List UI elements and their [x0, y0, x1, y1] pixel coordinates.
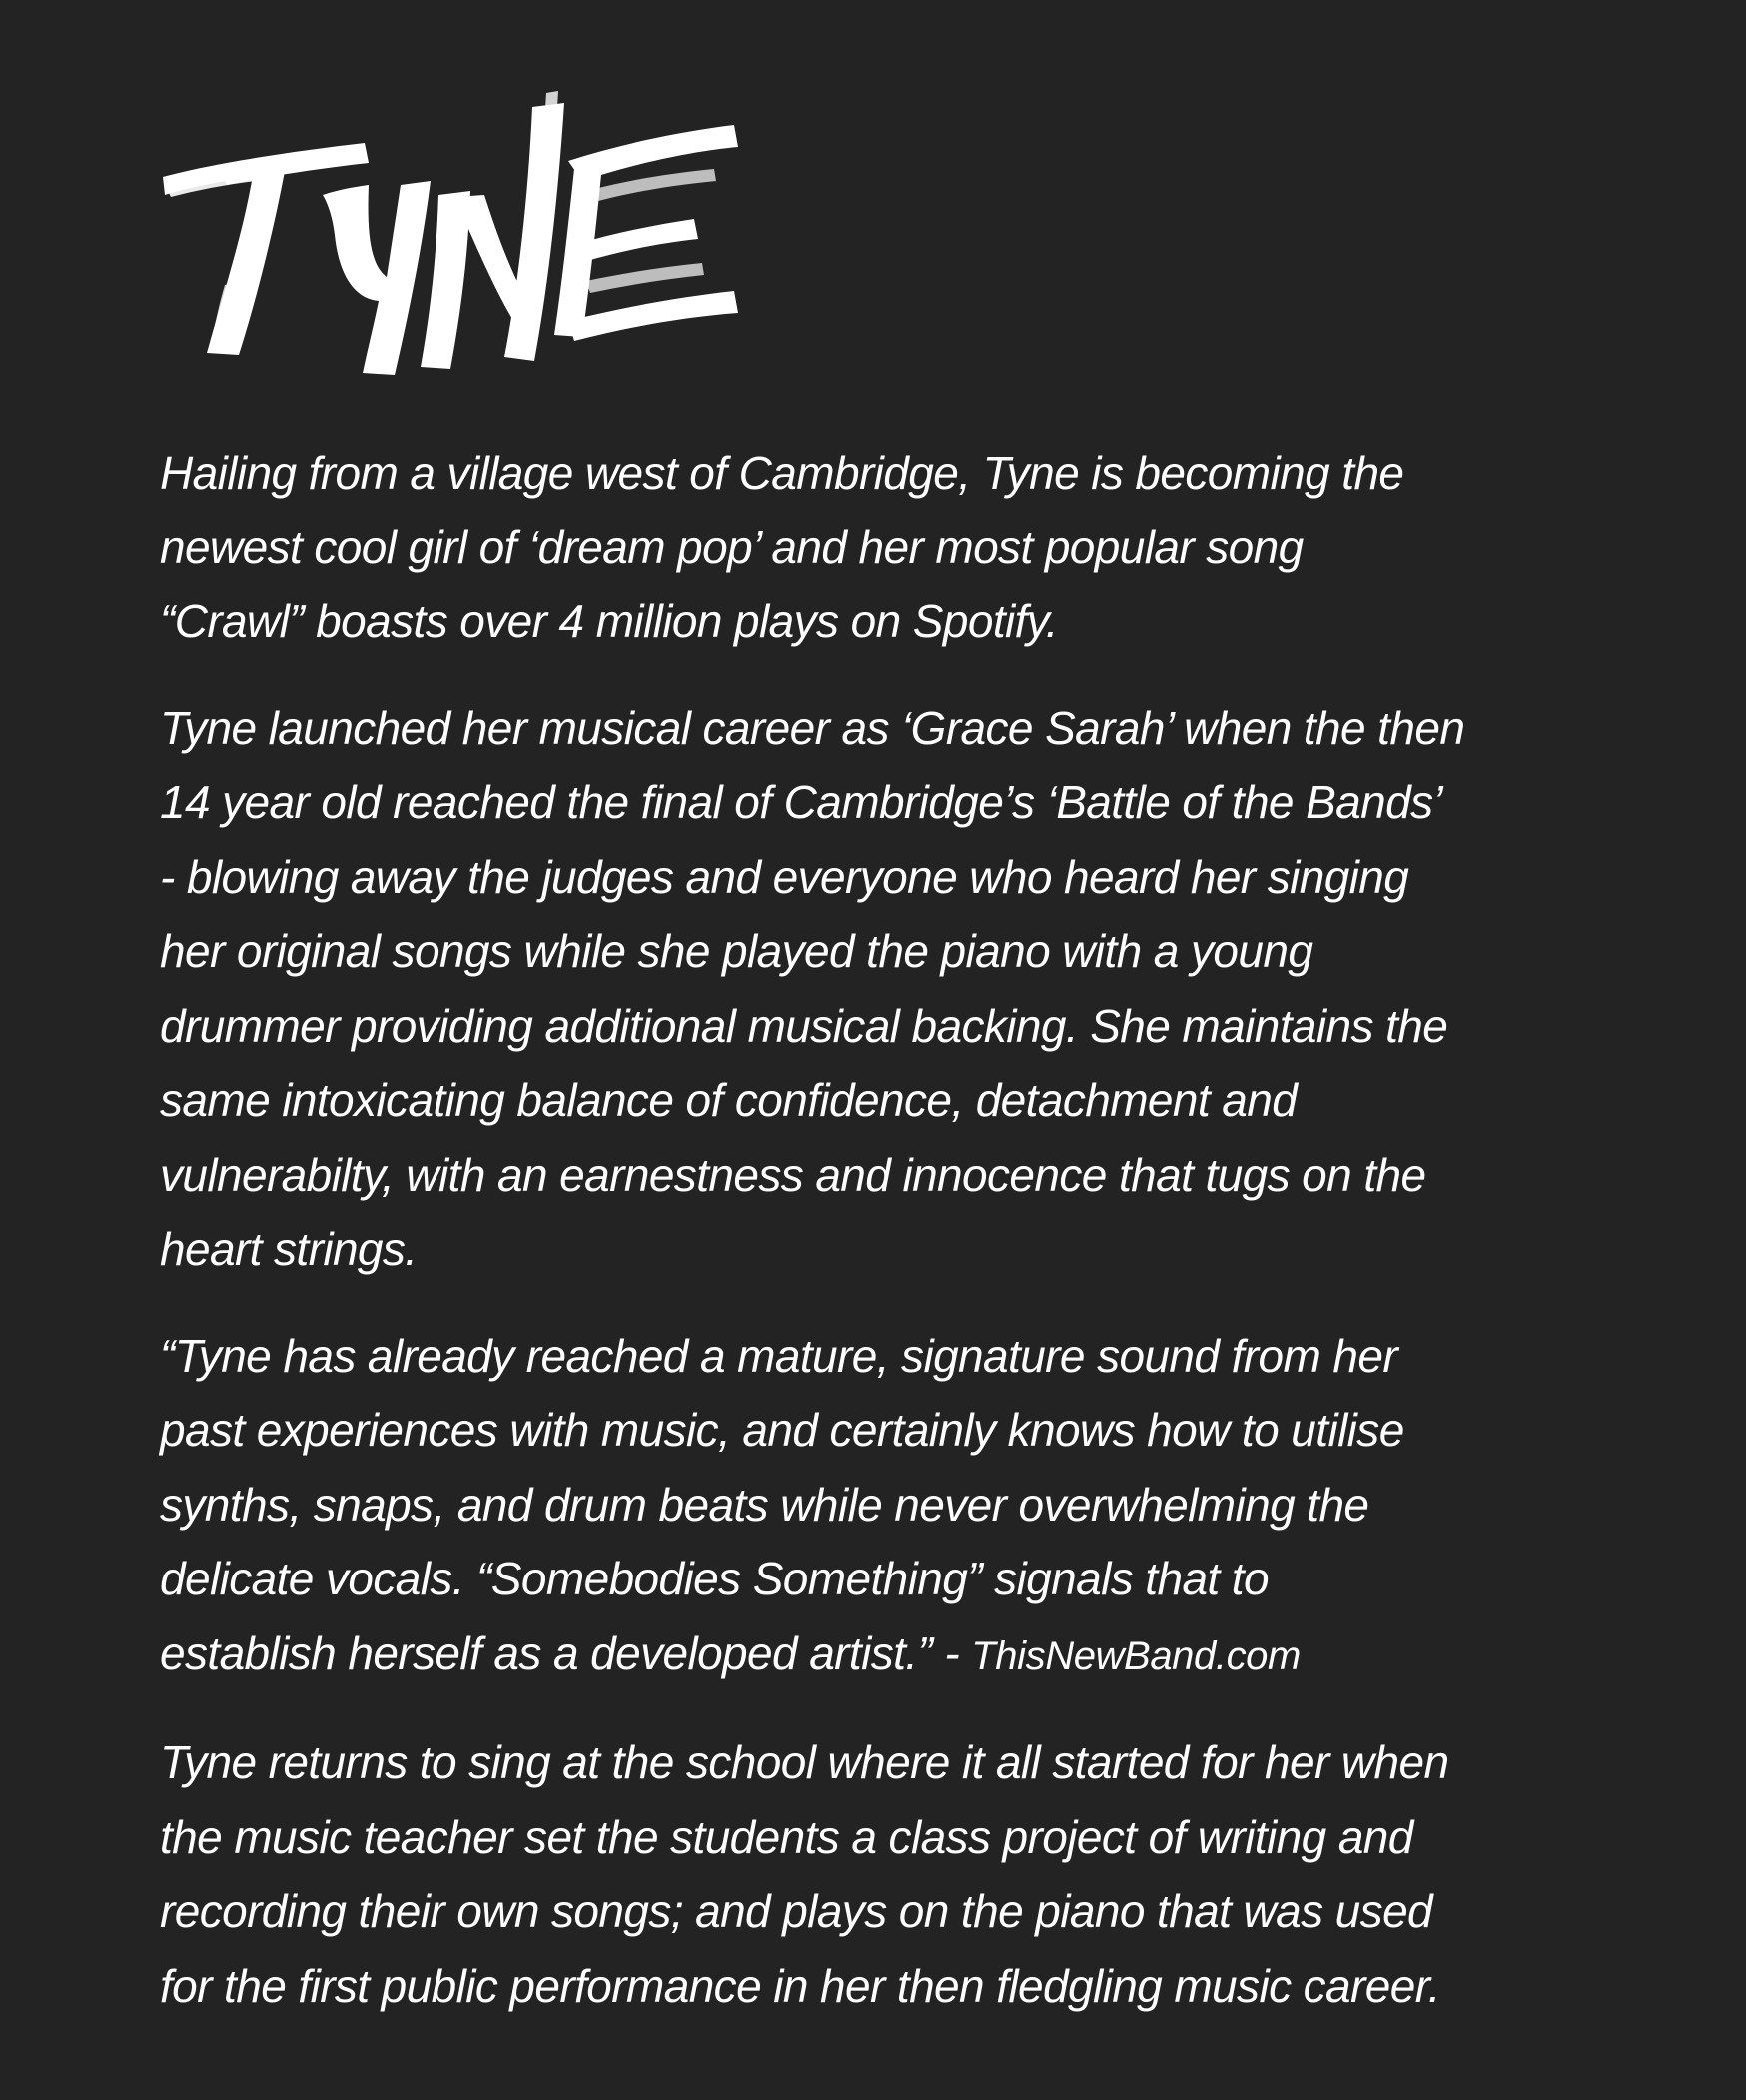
text-line: Tyne launched her musical career as ‘Grace Sarah’ when the then: [160, 701, 1465, 754]
press-quote-paragraph: [160, 1319, 1638, 1694]
bio-paragraph-1: [160, 436, 1638, 659]
quote-source: ThisNewBand.com: [971, 1633, 1301, 1678]
text-line: “Crawl” boasts over 4 million plays on Spotify.: [160, 595, 1058, 647]
text-line: newest cool girl of ‘dream pop’ and her most popular song: [160, 521, 1304, 573]
text-line: drummer providing additional musical backing. She maintains the: [160, 999, 1448, 1052]
text-line: Hailing from a village west of Cambridge, Tyne is becoming the: [160, 447, 1404, 499]
text-line: 14 year old reached the final of Cambridge’s ‘Battle of the Bands’: [160, 776, 1443, 828]
brush-script-logo-icon: [155, 85, 754, 375]
text-line: [160, 1616, 1638, 1694]
bio-paragraph-4: [160, 1725, 1638, 2023]
text-line: delicate vocals. “Somebodies Something” signals that to: [160, 1553, 1269, 1604]
text-line: same intoxicating balance of confidence, detachment and: [160, 1074, 1298, 1126]
text-line: vulnerabilty, with an earnestness and innocence that tugs on the: [160, 1148, 1426, 1201]
text-line: “Tyne has already reached a mature, signature sound from her: [160, 1329, 1398, 1382]
bio-content: [160, 436, 1638, 2055]
text-line: synths, snaps, and drum beats while never overwhelming the: [160, 1478, 1369, 1531]
text-line: recording their own songs; and plays on the piano that was used: [160, 1885, 1433, 1937]
tyne-logo: [155, 85, 754, 375]
bio-paragraph-2: [160, 691, 1638, 1287]
text-line: past experiences with music, and certainly knows how to utilise: [160, 1404, 1404, 1456]
quote-last-line: establish herself as a developed artist.” -: [160, 1626, 960, 1679]
text-line: for the first public performance in her then fledgling music career.: [160, 1959, 1440, 2012]
text-line: - blowing away the judges and everyone who heard her singing: [160, 850, 1409, 903]
text-line: Tyne returns to sing at the school where it all started for her when: [160, 1736, 1449, 1788]
text-line: her original songs while she played the piano with a young: [160, 925, 1313, 977]
text-line: heart strings.: [160, 1223, 418, 1275]
text-line: the music teacher set the students a class project of writing and: [160, 1810, 1413, 1863]
